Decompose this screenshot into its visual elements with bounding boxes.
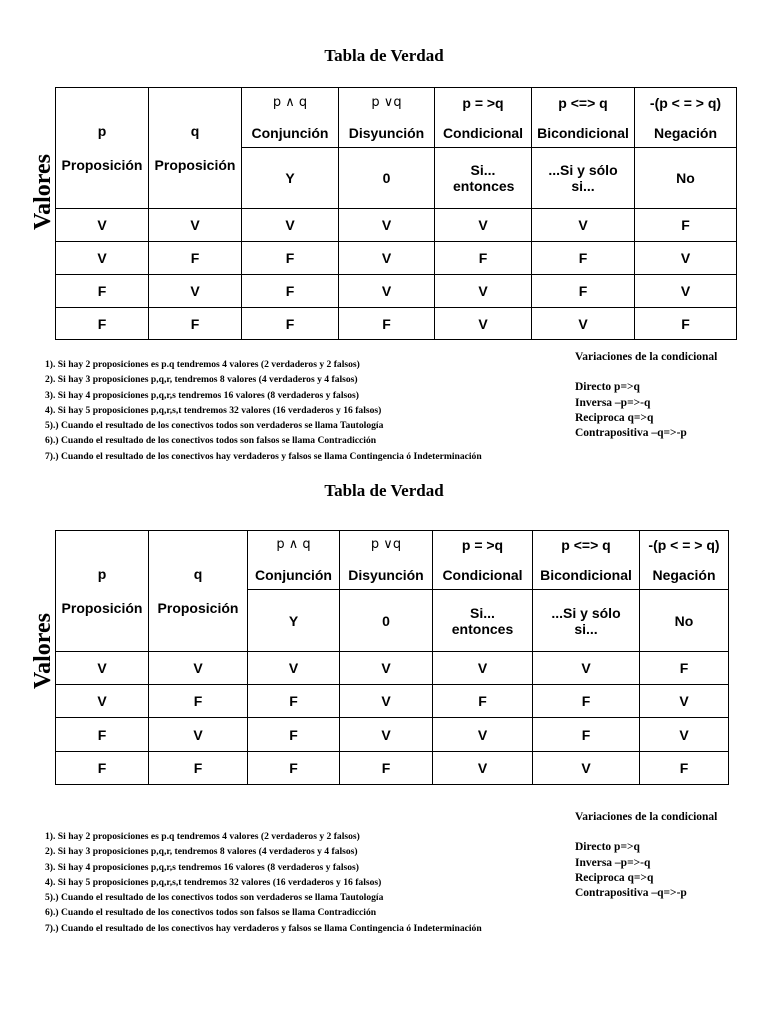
truth-table	[55, 530, 729, 785]
table-row	[56, 308, 737, 340]
table-cell: V	[56, 242, 149, 275]
table-cell: F	[435, 242, 532, 275]
table-cell: V	[433, 752, 533, 785]
table-cell: F	[242, 308, 339, 340]
notes-list	[45, 357, 482, 464]
table-cell: V	[433, 718, 533, 752]
notes-list	[45, 829, 482, 936]
table-row	[56, 685, 729, 718]
header-conjunction: p ∧ q Conjunción	[248, 531, 340, 590]
table-cell: F	[533, 685, 640, 718]
reading-conjunction: Y	[248, 590, 340, 652]
list-item: 3). Si hay 4 proposiciones p,q,r,s tendremos 16 valores (8 verdaderos y falsos)	[45, 389, 359, 401]
reading-biconditional: ...Si y sólo si...	[533, 590, 640, 652]
table-cell: V	[640, 718, 729, 752]
table-cell: V	[149, 275, 242, 308]
list-item: 2). Si hay 3 proposiciones p,q,r, tendremos 8 valores (4 verdaderos y 4 falsos)	[45, 846, 358, 858]
table-cell: V	[533, 652, 640, 685]
table-row	[56, 718, 729, 752]
table-row	[56, 752, 729, 785]
table-row	[56, 652, 729, 685]
table-cell: F	[635, 308, 737, 340]
table-cell: F	[56, 275, 149, 308]
reading-negation: No	[640, 590, 729, 652]
table-cell: V	[242, 209, 339, 242]
table-row	[56, 209, 737, 242]
header-conditional: p = >q Condicional	[435, 88, 532, 148]
table-cell: V	[532, 308, 635, 340]
list-item: 7).) Cuando el resultado de los conectivos hay verdaderos y falsos se llama Contingencia ó Indeterminación	[45, 450, 482, 462]
page-title: Tabla de Verdad	[324, 46, 444, 65]
conditional-variations	[575, 810, 717, 901]
list-item: 4). Si hay 5 proposiciones p,q,r,s,t tendremos 32 valores (16 verdaderos y 16 falsos)	[45, 876, 382, 888]
table-cell: F	[433, 685, 533, 718]
header-conjunction: p ∧ q Conjunción	[242, 88, 339, 148]
table-cell: F	[635, 209, 737, 242]
table-cell: V	[339, 209, 435, 242]
table-cell: V	[248, 652, 340, 685]
list-item: 6).) Cuando el resultado de los conectivos todos son falsos se llama Contradicción	[45, 435, 377, 447]
table-cell: F	[56, 718, 149, 752]
table-cell: F	[149, 685, 248, 718]
page-title: Tabla de Verdad	[324, 481, 444, 500]
variation-item: Contrapositiva –q=>-p	[575, 427, 687, 440]
table-cell: F	[248, 718, 340, 752]
table-cell: V	[433, 652, 533, 685]
table-cell: V	[435, 308, 532, 340]
reading-disjunction: 0	[340, 590, 433, 652]
list-item: 4). Si hay 5 proposiciones p,q,r,s,t tendremos 32 valores (16 verdaderos y 16 falsos)	[45, 404, 382, 416]
table-cell: V	[340, 685, 433, 718]
table-cell: V	[56, 209, 149, 242]
reading-biconditional: ...Si y sólo si...	[532, 148, 635, 209]
table-cell: F	[533, 718, 640, 752]
table-cell: V	[435, 275, 532, 308]
variation-item: Inversa –p=>-q	[575, 396, 651, 409]
header-q: q Proposición	[149, 88, 242, 209]
table-cell: F	[640, 752, 729, 785]
valores-label: Valores	[30, 154, 56, 231]
table-cell: V	[635, 275, 737, 308]
variation-item: Contrapositiva –q=>-p	[575, 887, 687, 900]
table-cell: V	[339, 242, 435, 275]
table-cell: F	[532, 275, 635, 308]
table-row	[56, 242, 737, 275]
table-cell: F	[149, 242, 242, 275]
header-negation: -(p < = > q) Negación	[635, 88, 737, 148]
table-cell: V	[56, 652, 149, 685]
truth-table	[55, 87, 737, 340]
table-cell: V	[340, 652, 433, 685]
table-cell: V	[532, 209, 635, 242]
reading-disjunction: 0	[339, 148, 435, 209]
table-cell: F	[340, 752, 433, 785]
variation-item: Inversa –p=>-q	[575, 856, 651, 869]
list-item: 3). Si hay 4 proposiciones p,q,r,s tendremos 16 valores (8 verdaderos y falsos)	[45, 861, 359, 873]
header-disjunction: p ∨q Disyunción	[339, 88, 435, 148]
list-item: 7).) Cuando el resultado de los conectivos hay verdaderos y falsos se llama Contingencia ó Indeterminación	[45, 922, 482, 934]
table-cell: F	[149, 752, 248, 785]
table-cell: V	[339, 275, 435, 308]
table-cell: F	[149, 308, 242, 340]
valores-label: Valores	[30, 613, 56, 690]
table-cell: F	[248, 752, 340, 785]
reading-conditional: Si... entonces	[433, 590, 533, 652]
header-q: q Proposición	[149, 531, 248, 652]
header-biconditional: p <=> q Bicondicional	[532, 88, 635, 148]
table-cell: F	[248, 685, 340, 718]
table-cell: F	[532, 242, 635, 275]
list-item: 1). Si hay 2 proposiciones es p.q tendremos 4 valores (2 verdaderos y 2 falsos)	[45, 359, 360, 370]
table-cell: V	[340, 718, 433, 752]
table-cell: V	[149, 718, 248, 752]
header-negation: -(p < = > q) Negación	[640, 531, 729, 590]
variations-title: Variaciones de la condicional	[575, 351, 718, 363]
reading-negation: No	[635, 148, 737, 209]
list-item: 2). Si hay 3 proposiciones p,q,r, tendremos 8 valores (4 verdaderos y 4 falsos)	[45, 374, 358, 386]
header-p: p Proposición	[56, 531, 149, 652]
conditional-variations	[575, 350, 717, 441]
header-disjunction: p ∨q Disyunción	[340, 531, 433, 590]
variations-title: Variaciones de la condicional	[575, 811, 718, 823]
table-cell: F	[56, 308, 149, 340]
variation-item: Reciproca q=>q	[575, 411, 654, 424]
table-cell: V	[640, 685, 729, 718]
table-cell: V	[56, 685, 149, 718]
table-cell: V	[635, 242, 737, 275]
header-conditional: p = >q Condicional	[433, 531, 533, 590]
list-item: 5).) Cuando el resultado de los conectivos todos son verdaderos se llama Tautología	[45, 892, 384, 904]
table-cell: V	[149, 652, 248, 685]
list-item: 5).) Cuando el resultado de los conectivos todos son verdaderos se llama Tautología	[45, 420, 384, 432]
table-cell: F	[242, 275, 339, 308]
table-cell: F	[56, 752, 149, 785]
table-cell: F	[640, 652, 729, 685]
header-biconditional: p <=> q Bicondicional	[533, 531, 640, 590]
table-cell: V	[533, 752, 640, 785]
variation-item: Directo p=>q	[575, 841, 640, 854]
variation-item: Directo p=>q	[575, 381, 640, 394]
table-cell: V	[435, 209, 532, 242]
reading-conditional: Si... entonces	[435, 148, 532, 209]
table-cell: F	[339, 308, 435, 340]
table-row	[56, 275, 737, 308]
list-item: 6).) Cuando el resultado de los conectivos todos son falsos se llama Contradicción	[45, 907, 377, 919]
table-cell: V	[149, 209, 242, 242]
table-cell: F	[242, 242, 339, 275]
header-p: p Proposición	[56, 88, 149, 209]
list-item: 1). Si hay 2 proposiciones es p.q tendremos 4 valores (2 verdaderos y 2 falsos)	[45, 831, 360, 842]
variation-item: Reciproca q=>q	[575, 871, 654, 884]
reading-conjunction: Y	[242, 148, 339, 209]
